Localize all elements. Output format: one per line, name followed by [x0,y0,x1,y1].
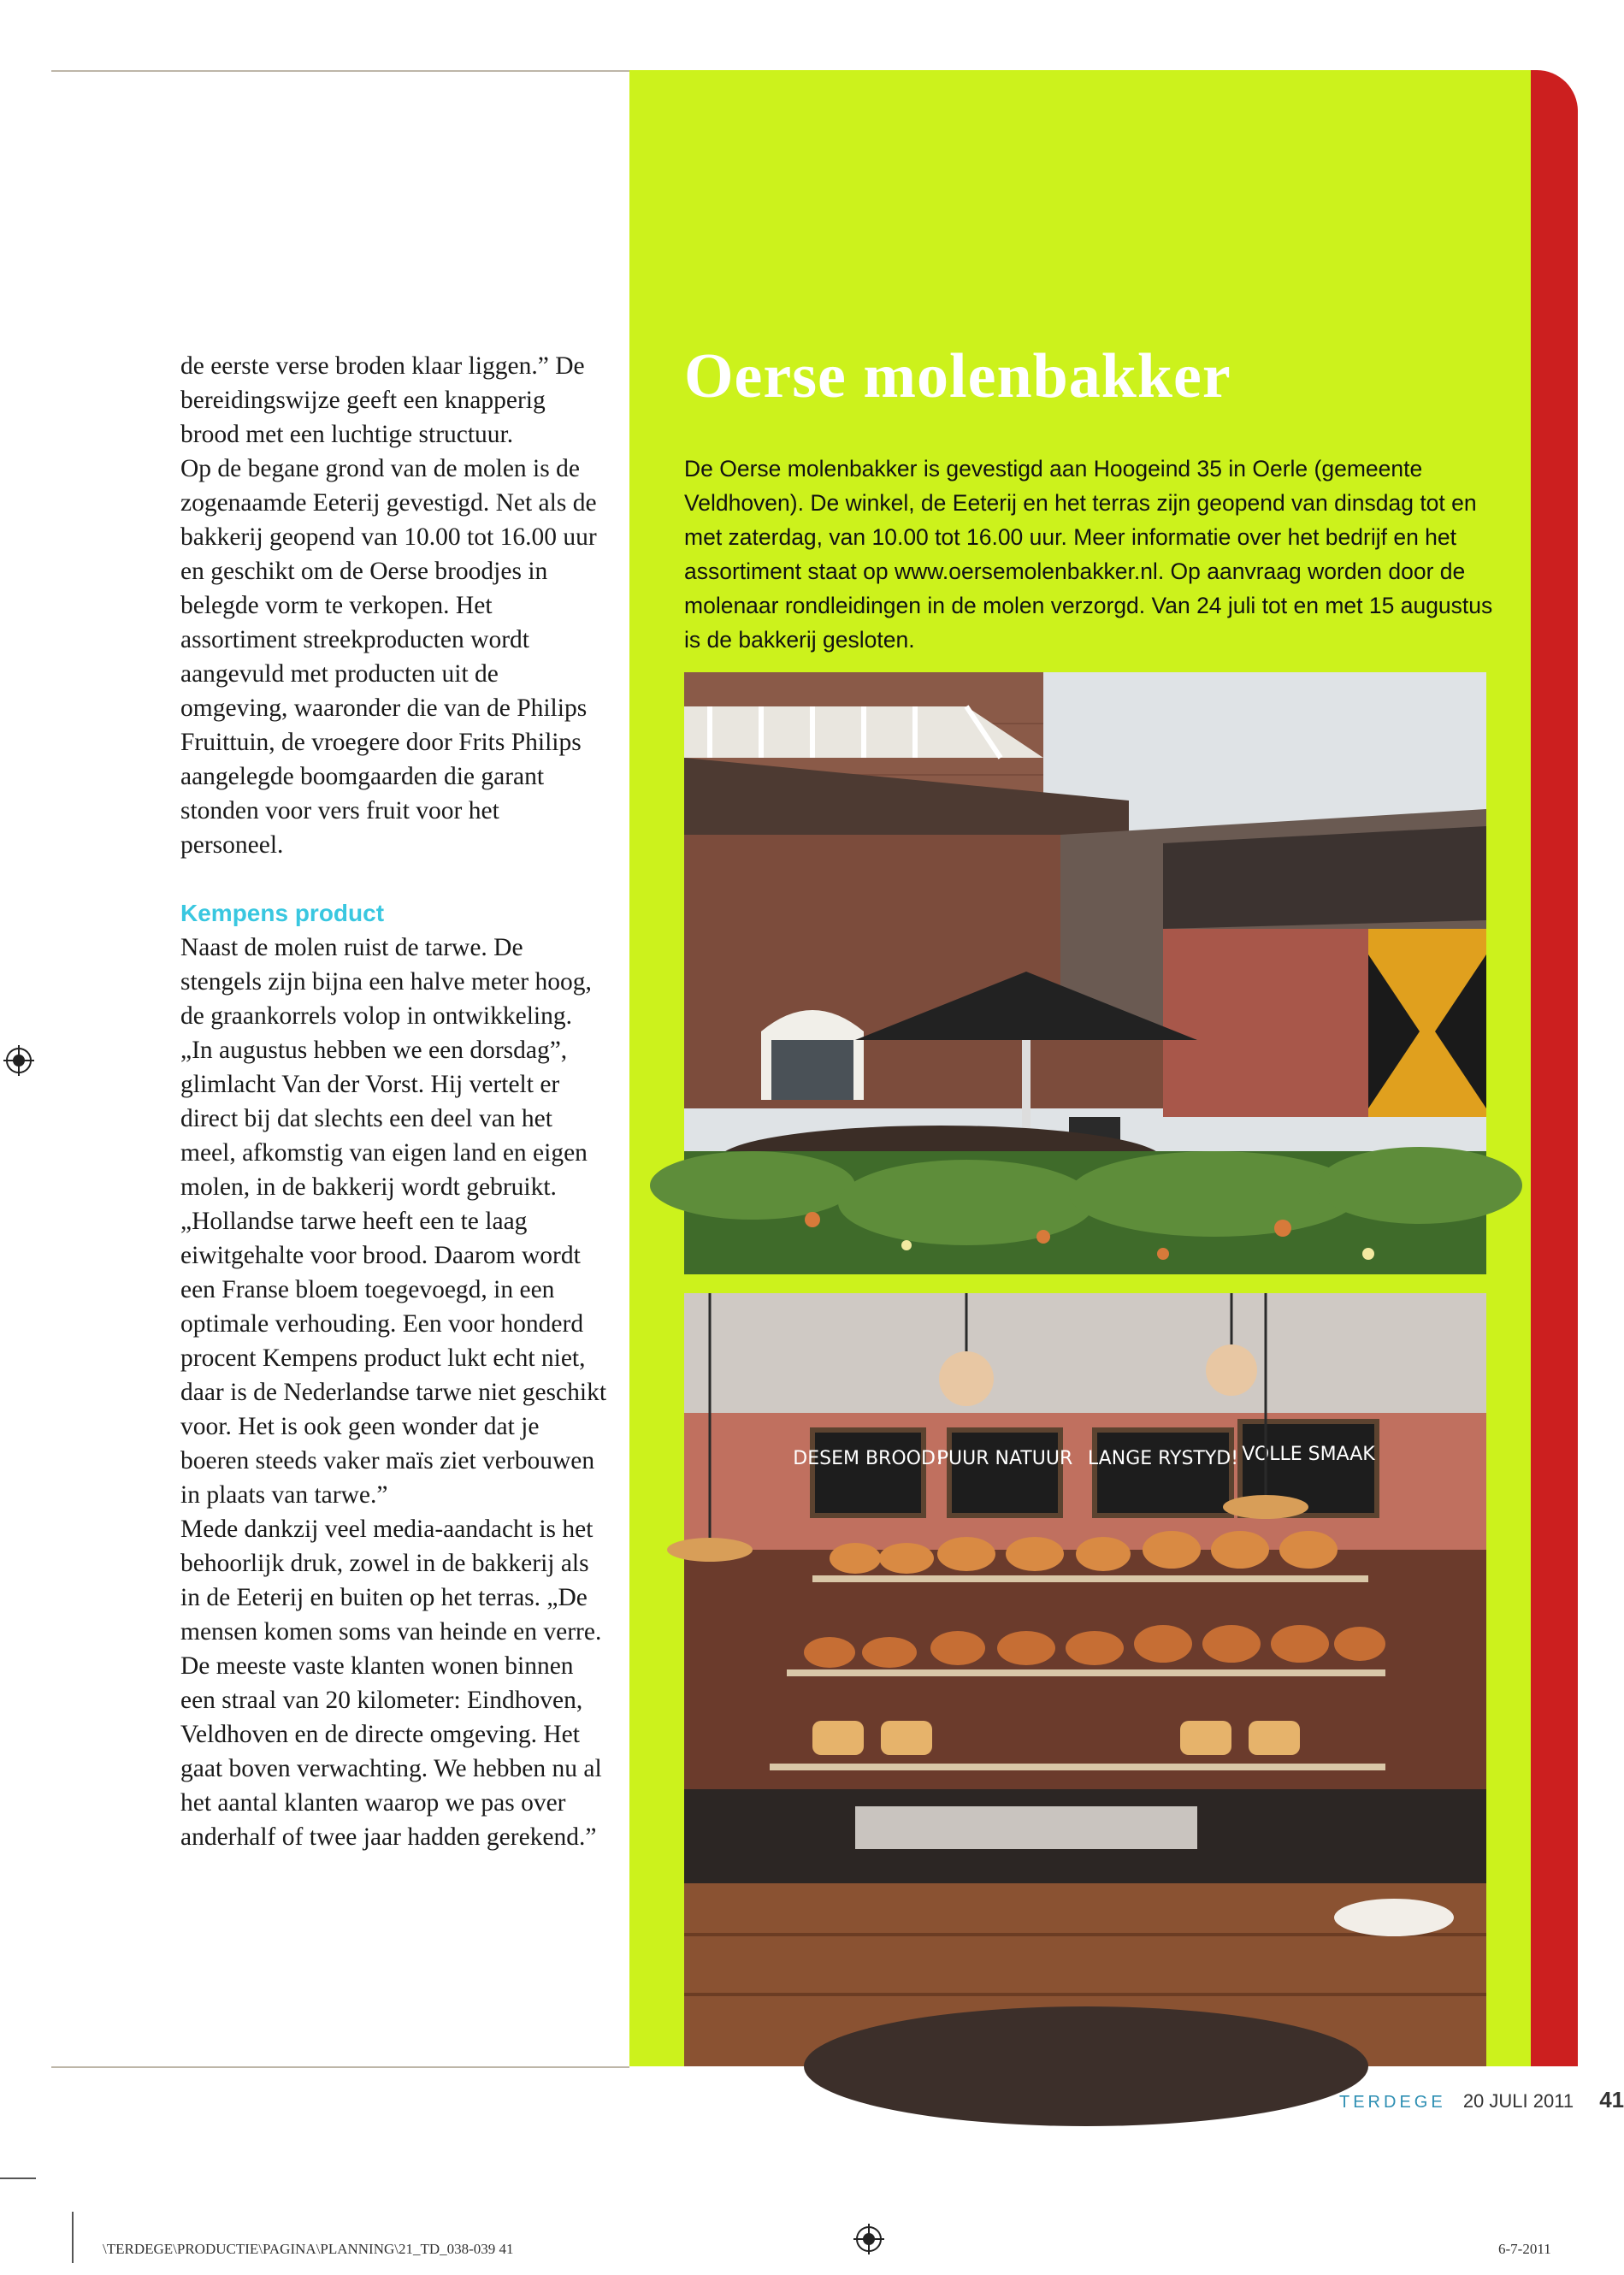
chalkboard [793,1430,942,1516]
crop-mark [0,2178,36,2179]
mill-terrace-illustration [684,672,1486,1274]
article-paragraph: de eerste verse broden klaar liggen.” De bereidingswijze geeft een knapperig brood met een luchtige structuur. [180,352,585,448]
registration-mark-icon [853,2224,884,2254]
chalkboard [1088,1430,1238,1516]
bottom-rule [51,2066,629,2068]
magazine-name: TERDEGE [1339,2093,1446,2112]
article-paragraph: Mede dankzij veel media-aandacht is het behoorlijk druk, zowel in de bakkerij als in de Eeterij en buiten op het terras. „De mensen komen soms van heinde en verre. De meeste vaste klanten wonen binnen een straal van 20 kilometer: Eindhoven, Veldhoven en de directe omgeving. Het gaat boven verwachting. We hebben nu al het aantal klanten waarop we pas over anderhalf of twee jaar hadden gerekend.” [180,1516,602,1851]
article-paragraph: Naast de molen ruist de tarwe. De stengels zijn bijna een halve meter hoog, de graankorrels volop in ontwikkeling. „In augustus hebben we een dorsdag”, glimlacht Van der Vorst. Hij vertelt er direct bij dat slechts een deel van het meel, afkomstig van eigen land en eigen molen, in de bakkerij wordt gebruikt. „Hollandse tarwe heeft een te laag eiwitgehalte voor brood. Daarom wordt een Franse bloem toegevoegd, in een optimale verhouding. Een voor honderd procent Kempens product lukt echt niet, daar is de Nederlandse tarwe niet geschikt voor. Het is ook geen wonder dat je boeren steeds vaker maïs ziet verbouwen in plaats van tarwe.” [180,934,607,1509]
registration-mark-icon [3,1045,34,1076]
page-footer [1339,2087,1624,2113]
board-text: PUUR NATUUR [936,1448,1073,1469]
print-slug-date: 6-7-2011 [1498,2241,1551,2257]
issue-date: 20 JULI 2011 [1462,2090,1574,2112]
page-number: 41 [1599,2087,1624,2112]
bakery-counter-illustration [684,1293,1486,2066]
article-paragraph: Op de begane grond van de molen is de zogenaamde Eeterij gevestigd. Net als de bakkerij geopend van 10.00 tot 16.00 uur en geschikt om de Oerse broodjes in belegde vorm te verkopen. Het assortiment streekproducten wordt aangevuld met producten uit de omgeving, waaronder die van de Philips Fruittuin, de vroegere door Frits Philips aangelegde boomgaarden die garant stonden voor vers fruit voor het personeel. [180,455,597,859]
board-text: VOLLE SMAAK [1242,1444,1375,1465]
article-column [180,349,608,1854]
print-slug-path: \TERDEGE\PRODUCTIE\PAGINA\PLANNING\21_TD_038-039 41 [103,2241,514,2257]
article-subheading: Kempens product [180,900,385,926]
board-text: DESEM BROOD! [793,1448,943,1469]
chalkboard [937,1430,1072,1516]
top-rule [51,70,633,72]
photo-bakery-counter [684,1293,1486,2066]
crop-mark [72,2212,74,2263]
sidebar-text: De Oerse molenbakker is gevestigd aan Hoogeind 35 in Oerle (gemeente Veldhoven). De winkel, de Eeterij en het terras zijn geopend van dinsdag tot en met zaterdag, van 10.00 tot 16.00 uur. Meer informatie over het bedrijf en het assortiment staat op www.oersemolenbakker.nl. Op aanvraag worden door de molenaar rondleidingen in de molen verzorgd. Van 24 juli tot en met 15 augustus is de bakkerij gesloten. [684,456,1493,653]
photo-mill-terrace [684,672,1486,1274]
board-text: LANGE RYSTYD! [1087,1448,1239,1469]
sidebar-title: Oerse molenbakker [684,341,1231,411]
page-edge-tab [1531,70,1578,2066]
